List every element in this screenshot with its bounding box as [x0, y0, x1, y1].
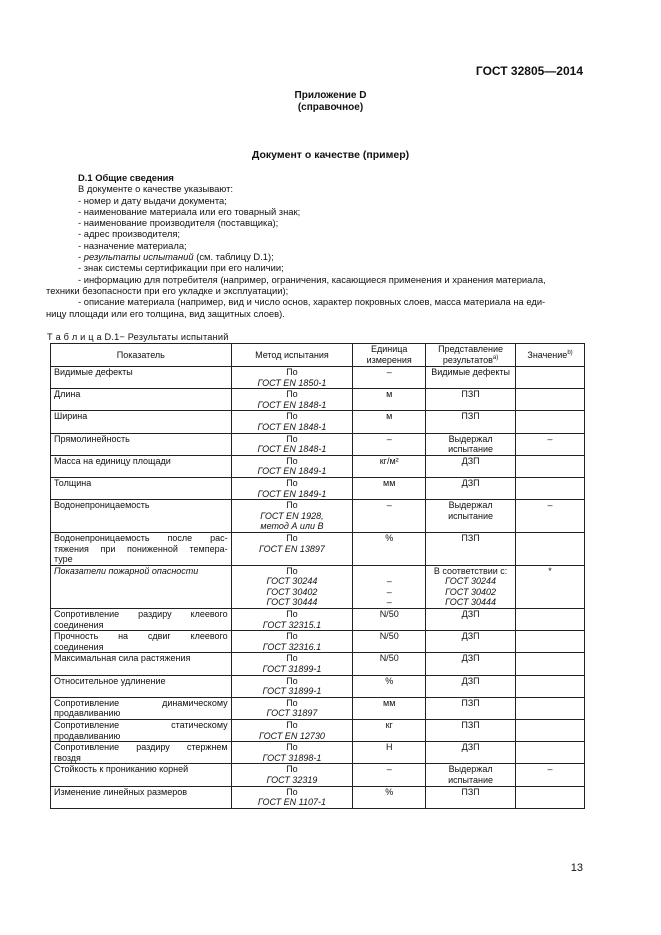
method-cell: [231, 786, 353, 808]
value-cell: [516, 697, 585, 719]
presentation-cell: ПЗП: [426, 720, 516, 742]
table-row: [51, 565, 585, 608]
value-cell: [516, 455, 585, 477]
presentation-cell: ДЗП: [426, 455, 516, 477]
table-row: [51, 389, 585, 411]
method-standard: ГОСТ EN 1849-1: [257, 466, 327, 477]
indicator-cell: [51, 653, 232, 675]
table-row: [51, 764, 585, 786]
method-cell: [231, 609, 353, 631]
header-indicator: Показатель: [51, 344, 232, 367]
list-item: - назначение материала;: [78, 239, 187, 251]
value-cell: [516, 786, 585, 808]
indicator-text: Водонепроницаемость после рас-: [54, 532, 228, 543]
list-item: - адрес производителя;: [78, 228, 181, 240]
method-cell: [231, 389, 353, 411]
method-standard: ГОСТ 30244: [266, 576, 318, 587]
indicator-text: туре: [54, 554, 73, 565]
unit-cell: мм: [353, 477, 426, 499]
method-cell: [231, 565, 353, 608]
method-standard: ГОСТ EN 1928,: [260, 510, 324, 521]
method-prefix: По: [286, 609, 298, 620]
unit-text: –: [386, 586, 392, 597]
value-cell: [516, 477, 585, 499]
method-prefix: По: [286, 697, 298, 708]
value-cell: [516, 532, 585, 565]
indicator-text: тяжения при пониженной темпера-: [54, 543, 228, 554]
method-standard: ГОСТ 32316.1: [262, 641, 322, 652]
indicator-text: Ширина: [54, 411, 88, 422]
table-row: [51, 631, 585, 653]
unit-cell: %: [353, 675, 426, 697]
method-prefix: По: [286, 653, 298, 664]
presentation-cell: ПЗП: [426, 411, 516, 433]
table-row: [51, 367, 585, 389]
list-item: - наименование материала или его товарный знак;: [78, 205, 301, 217]
value-cell: [516, 675, 585, 697]
unit-cell: кг: [353, 720, 426, 742]
method-cell: [231, 764, 353, 786]
unit-cell: –: [353, 367, 426, 389]
section-intro: В документе о качестве указывают:: [78, 183, 234, 195]
indicator-cell: [51, 433, 232, 455]
unit-cell: м: [353, 389, 426, 411]
table-row: [51, 477, 585, 499]
list-item-line: - описание материала (например, вид и число основ, характер покровных слоев, масса материала на еди-: [78, 296, 546, 308]
unit-cell: мм: [353, 697, 426, 719]
method-prefix: По: [286, 720, 298, 730]
annex-note: (справочное): [297, 102, 364, 113]
method-prefix: По: [286, 786, 298, 797]
indicator-cell: [51, 411, 232, 433]
method-note: метод А или В: [260, 521, 324, 532]
indicator-cell: [51, 786, 232, 808]
method-cell: [231, 411, 353, 433]
method-prefix: По: [286, 389, 298, 400]
indicator-text: продавливанию: [54, 708, 121, 719]
method-prefix: По: [286, 477, 298, 488]
presentation-head: В соответствии с:: [433, 565, 508, 576]
unit-cell: м: [353, 411, 426, 433]
indicator-text: Прямолинейность: [54, 433, 130, 444]
footnote-mark: b): [567, 349, 573, 356]
method-cell: [231, 367, 353, 389]
indicator-text: Прочность на сдвиг клеевого: [54, 631, 228, 642]
indicator-text: Масса на единицу площади: [54, 455, 171, 466]
indicator-text: Показатели пожарной опасности: [54, 565, 199, 576]
indicator-cell: [51, 367, 232, 389]
list-item-continuation: ницу площади или его толщина, вид защитных слоев).: [46, 307, 285, 319]
indicator-cell: [51, 609, 232, 631]
list-item: [46, 296, 584, 307]
method-prefix: По: [286, 367, 298, 377]
presentation-cell: ДЗП: [426, 631, 516, 653]
method-prefix: По: [286, 764, 298, 775]
unit-cell: Н: [353, 742, 426, 764]
presentation-cell: Выдержал испытание: [426, 500, 516, 533]
indicator-cell: [51, 631, 232, 653]
table-row: [51, 455, 585, 477]
indicator-text: Сопротивление раздиру клеевого: [54, 609, 228, 620]
method-cell: [231, 433, 353, 455]
unit-cell: –: [353, 764, 426, 786]
method-standard: ГОСТ 31897: [266, 708, 318, 719]
method-standard: ГОСТ EN 13897: [259, 543, 325, 554]
method-standard: ГОСТ 31898-1: [262, 752, 322, 763]
list-item: [46, 274, 584, 285]
indicator-text: Длина: [54, 389, 81, 400]
value-cell: [516, 389, 585, 411]
header-method: Метод испытания: [231, 344, 353, 367]
method-standard: ГОСТ 32319: [266, 774, 318, 785]
list-item: - результаты испытаний (см. таблицу D.1);: [78, 251, 274, 263]
table-row: [51, 653, 585, 675]
table-row: [51, 500, 585, 533]
method-prefix: По: [286, 675, 298, 686]
value-cell: [516, 367, 585, 389]
unit-cell: кг/м²: [353, 455, 426, 477]
indicator-cell: [51, 477, 232, 499]
indicator-text: Водонепроницаемость: [54, 500, 150, 511]
presentation-cell: ПЗП: [426, 697, 516, 719]
section-heading: D.1 Общие сведения: [78, 172, 174, 183]
list-item: - номер и дату выдачи документа;: [78, 194, 227, 206]
presentation-cell: Видимые дефекты: [426, 367, 516, 389]
annex-heading: [0, 90, 661, 114]
method-standard: ГОСТ 31899-1: [262, 686, 322, 697]
indicator-text: соединения: [54, 641, 104, 652]
page-number: 13: [570, 862, 583, 874]
indicator-cell: [51, 455, 232, 477]
unit-cell: N/50: [353, 653, 426, 675]
presentation-cell: ПЗП: [426, 532, 516, 565]
presentation-cell: ДЗП: [426, 653, 516, 675]
header-value-label: Значение: [527, 349, 568, 360]
results-term: результаты испытаний: [83, 251, 194, 263]
header-unit: Единица измерения: [353, 344, 426, 367]
method-cell: [231, 477, 353, 499]
method-cell: [231, 653, 353, 675]
table-row: [51, 720, 585, 742]
unit-text: –: [386, 576, 392, 587]
table-row: [51, 411, 585, 433]
method-prefix: По: [286, 742, 298, 753]
unit-cell: %: [353, 786, 426, 808]
indicator-cell: [51, 500, 232, 533]
value-cell: [516, 653, 585, 675]
indicator-text: соединения: [54, 619, 104, 630]
presentation-standard: ГОСТ 30244: [445, 576, 496, 587]
unit-cell: –: [353, 433, 426, 455]
value-cell: –: [516, 433, 585, 455]
presentation-standard: ГОСТ 30402: [445, 586, 496, 597]
method-cell: [231, 631, 353, 653]
table-row: [51, 742, 585, 764]
method-standard: ГОСТ EN 1850-1: [257, 377, 327, 388]
list-item: - знак системы сертификации при его наличии;: [78, 262, 284, 274]
table-row: [51, 675, 585, 697]
results-table: [50, 343, 585, 809]
method-cell: [231, 455, 353, 477]
value-cell: [516, 609, 585, 631]
value-cell: –: [516, 764, 585, 786]
indicator-text: Изменение линейных размеров: [54, 786, 188, 797]
value-cell: [516, 411, 585, 433]
list-item: - наименование производителя (поставщика);: [78, 217, 279, 229]
unit-cell: N/50: [353, 631, 426, 653]
method-standard: ГОСТ 32315.1: [262, 619, 322, 630]
presentation-cell: ПЗП: [426, 786, 516, 808]
annex-title: Приложение D: [294, 90, 367, 101]
presentation-cell: ПЗП: [426, 389, 516, 411]
method-prefix: По: [286, 411, 298, 422]
method-prefix: По: [286, 631, 298, 642]
method-standard: ГОСТ EN 1848-1: [257, 399, 327, 410]
results-ref: (см. таблицу D.1);: [193, 251, 274, 263]
method-cell: [231, 500, 353, 533]
indicator-cell: [51, 764, 232, 786]
method-standard: ГОСТ EN 1107-1: [257, 797, 326, 808]
presentation-standard: ГОСТ 30444: [445, 597, 496, 608]
indicator-text: Максимальная сила растяжения: [54, 653, 191, 664]
table-row: [51, 786, 585, 808]
method-prefix: По: [286, 433, 298, 444]
method-standard: ГОСТ EN 1848-1: [257, 421, 327, 432]
indicator-text: Сопротивление раздиру стержнем: [54, 742, 228, 753]
table-row: [51, 532, 585, 565]
indicator-text: Относительное удлинение: [54, 675, 166, 686]
document-title: Документ о качестве (пример): [251, 149, 410, 161]
list-item-line: - информацию для потребителя (например, ограничения, касающиеся применения и хранения материала,: [78, 273, 546, 285]
method-standard: ГОСТ EN 1849-1: [257, 488, 327, 499]
indicator-cell: [51, 720, 232, 742]
method-prefix: По: [286, 500, 298, 511]
method-standard: ГОСТ EN 12730: [259, 730, 325, 741]
header-value: [516, 344, 585, 367]
unit-cell: –: [353, 500, 426, 533]
method-standard: ГОСТ 30444: [266, 597, 318, 608]
unit-cell: N/50: [353, 609, 426, 631]
presentation-cell: ДЗП: [426, 477, 516, 499]
indicator-text: Толщина: [54, 477, 92, 488]
value-cell: [516, 720, 585, 742]
presentation-cell: [426, 565, 516, 608]
indicator-cell: [51, 532, 232, 565]
method-cell: [231, 720, 353, 742]
method-standard: ГОСТ 31899-1: [262, 664, 322, 675]
indicator-cell: [51, 565, 232, 608]
unit-cell: %: [353, 532, 426, 565]
method-standard: ГОСТ 30402: [266, 586, 318, 597]
list-item-continuation: техники безопасности при его укладке и эксплуатации);: [46, 284, 289, 296]
table-row: [51, 433, 585, 455]
method-cell: [231, 697, 353, 719]
indicator-text: гвоздя: [54, 752, 81, 763]
unit-cell: [353, 565, 426, 608]
value-cell: [516, 742, 585, 764]
method-standard: ГОСТ EN 1848-1: [257, 444, 327, 455]
presentation-cell: Выдержал испытание: [426, 433, 516, 455]
table-row: [51, 697, 585, 719]
table-header-row: [51, 344, 585, 367]
header-presentation-label: Представление результатов: [438, 344, 504, 365]
indicator-cell: [51, 389, 232, 411]
value-cell: *: [516, 565, 585, 608]
footnote-mark: а): [492, 355, 499, 361]
indicator-text: Сопротивление динамическому: [54, 697, 228, 708]
presentation-cell: Выдержал испытание: [426, 764, 516, 786]
method-cell: [231, 742, 353, 764]
presentation-cell: ДЗП: [426, 742, 516, 764]
standard-number: ГОСТ 32805—2014: [475, 64, 583, 78]
indicator-cell: [51, 697, 232, 719]
indicator-cell: [51, 742, 232, 764]
unit-text: –: [386, 597, 392, 608]
value-cell: [516, 631, 585, 653]
table-row: [51, 609, 585, 631]
indicator-text: Видимые дефекты: [54, 367, 133, 377]
indicator-cell: [51, 675, 232, 697]
table-caption: Т а б л и ц а D.1− Результаты испытаний: [47, 332, 229, 342]
method-prefix: По: [286, 565, 298, 576]
indicator-text: Сопротивление статическому: [54, 720, 228, 730]
section-body: [46, 172, 584, 319]
presentation-cell: ДЗП: [426, 675, 516, 697]
method-cell: [231, 675, 353, 697]
method-prefix: По: [286, 532, 298, 543]
value-cell: –: [516, 500, 585, 533]
method-cell: [231, 532, 353, 565]
header-presentation: [426, 344, 516, 367]
indicator-text: продавливанию: [54, 730, 121, 741]
presentation-cell: ДЗП: [426, 609, 516, 631]
method-prefix: По: [286, 455, 298, 466]
indicator-text: Стойкость к прониканию корней: [54, 764, 189, 775]
